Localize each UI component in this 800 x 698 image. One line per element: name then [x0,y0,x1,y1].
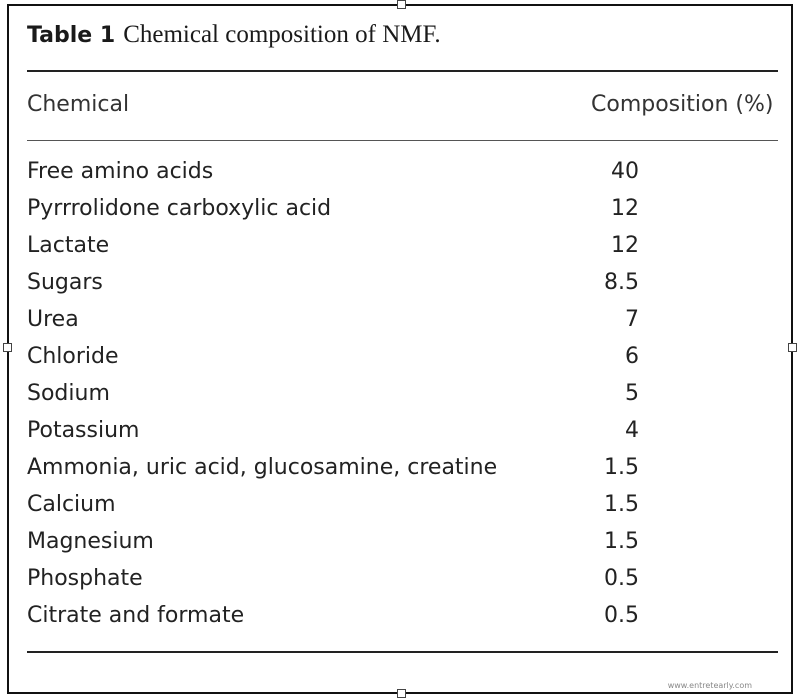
resize-handle-right[interactable] [788,343,797,352]
table-row [27,449,778,486]
table-row [27,486,778,523]
header-composition: Composition (%) [591,92,774,117]
table-row [27,412,778,449]
table-row [27,153,778,190]
cell-chemical: Chloride [27,344,119,369]
cell-chemical: Citrate and formate [27,603,245,628]
cell-composition: 7 [625,307,639,332]
cell-composition: 4 [625,418,639,443]
cell-composition: 12 [611,233,639,258]
table-row [27,560,778,597]
cell-chemical: Lactate [27,233,110,258]
header-chemical: Chemical [27,92,130,117]
table-body [27,153,778,634]
cell-composition: 12 [611,196,639,221]
cell-composition: 6 [625,344,639,369]
cell-chemical: Potassium [27,418,140,443]
table-row [27,227,778,264]
table-row [27,338,778,375]
resize-handle-left[interactable] [3,343,12,352]
cell-chemical: Sugars [27,270,103,295]
cell-composition: 1.5 [604,492,639,517]
cell-composition: 0.5 [604,603,639,628]
top-rule [27,70,778,72]
cell-composition: 1.5 [604,529,639,554]
cell-composition: 5 [625,381,639,406]
watermark-text: www.entretearly.com [667,681,752,690]
cell-chemical: Calcium [27,492,116,517]
header-rule [27,140,778,141]
bottom-rule [27,651,778,653]
resize-handle-bottom[interactable] [397,689,406,698]
table-title: Chemical composition of NMF. [123,21,441,48]
cell-chemical: Free amino acids [27,159,214,184]
cell-composition: 1.5 [604,455,639,480]
table-label: Table 1 [27,23,116,48]
resize-handle-top[interactable] [397,0,406,9]
table-row [27,190,778,227]
cell-chemical: Phosphate [27,566,143,591]
cell-composition: 0.5 [604,566,639,591]
cell-chemical: Pyrrrolidone carboxylic acid [27,196,332,221]
cell-composition: 8.5 [604,270,639,295]
table-row [27,301,778,338]
table-row [27,523,778,560]
table-caption [27,18,441,52]
cell-chemical: Ammonia, uric acid, glucosamine, creatine [27,455,498,480]
cell-chemical: Sodium [27,381,110,406]
table-row [27,264,778,301]
table-row [27,375,778,412]
cell-chemical: Magnesium [27,529,154,554]
cell-chemical: Urea [27,307,79,332]
table-header [27,88,778,122]
table-row [27,597,778,634]
cell-composition: 40 [611,159,639,184]
